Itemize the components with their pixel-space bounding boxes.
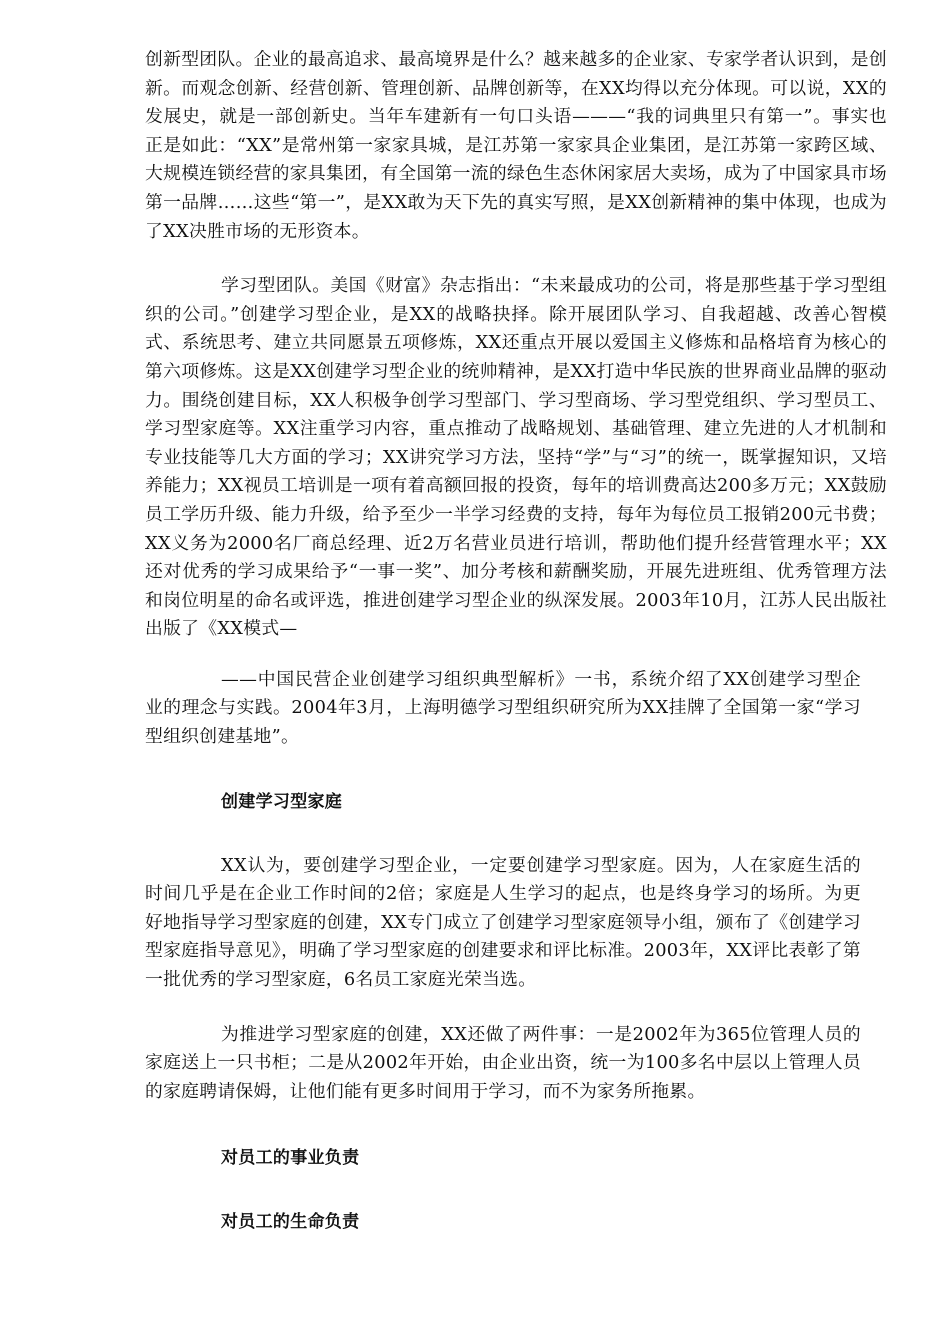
section-heading-learning-family: 创建学习型家庭 xyxy=(221,791,343,812)
paragraph-book-continuation: ——中国民营企业创建学习组织典型解析》一书，系统介绍了XX创建学习型企业的理念与实践。2004年3月，上海明德学习型组织研究所为XX挂牌了全国第一家“学习型组织创建基地”。 xyxy=(145,668,861,748)
section-heading-employee-life: 对员工的生命负责 xyxy=(221,1212,360,1233)
section-heading-employee-career: 对员工的事业负责 xyxy=(221,1148,360,1169)
paragraph-learning-family: XX认为，要创建学习型企业，一定要创建学习型家庭。因为，人在家庭生活的时间几乎是在企业工作时间的2倍；家庭是人生学习的起点，也是终身学习的场所。为更好地指导学习型家庭的创建，XX专门成立了创建学习型家庭领导小组，颁布了《创建学习型家庭指导意见》，明确了学习型家庭的创建要求和评比标准。2003年，XX评比表彰了第一批优秀的学习型家庭，6名员工家庭光荣当选。 xyxy=(145,854,861,991)
document-page xyxy=(145,46,887,1236)
paragraph-learning-team: 学习型团队。美国《财富》杂志指出：“未来最成功的公司，将是那些基于学习型组织的公司。”创建学习型企业，是XX的战略抉择。除开展团队学习、自我超越、改善心智模式、系统思考、建立共同愿景五项修炼，XX还重点开展以爱国主义修炼和品格培育为核心的第六项修炼。这是XX创建学习型企业的统帅精神，是XX打造中华民族的世界商业品牌的驱动力。围绕创建目标，XX人积极争创学习型部门、学习型商场、学习型党组织、学习型员工、学习型家庭等。XX注重学习内容，重点推动了战略规划、基础管理、建立先进的人才机制和专业技能等几大方面的学习；XX讲究学习方法，坚持“学”与“习”的统一，既掌握知识，又培养能力；XX视员工培训是一项有着高额回报的投资，每年的培训费高达200多万元；XX鼓励员工学历升级、能力升级，给予至少一半学习经费的支持，每年为每位员工报销200元书费；XX义务为2000名厂商总经理、近2万名营业员进行培训，帮助他们提升经营管理水平；XX还对优秀的学习成果给予“一事一奖”、加分考核和薪酬奖励，开展先进班组、优秀管理方法和岗位明星的命名或评选，推进创建学习型企业的纵深发展。2003年10月，江苏人民出版社出版了《XX模式— xyxy=(145,275,887,640)
paragraph-innovation-team: 创新型团队。企业的最高追求、最高境界是什么？越来越多的企业家、专家学者认识到，是创新。而观念创新、经营创新、管理创新、品牌创新等，在XX均得以充分体现。可以说，XX的发展史，就是一部创新史。当年车建新有一句口头语———“我的词典里只有第一”。事实也正是如此：“XX”是常州第一家家具城，是江苏第一家家具企业集团，是江苏第一家跨区域、大规模连锁经营的家具集团，有全国第一流的绿色生态休闲家居大卖场，成为了中国家具市场第一品牌……这些“第一”，是XX敢为天下先的真实写照，是XX创新精神的集中体现，也成为了XX决胜市场的无形资本。 xyxy=(145,49,887,242)
paragraph-two-things: 为推进学习型家庭的创建，XX还做了两件事：一是2002年为365位管理人员的家庭送上一只书柜；二是从2002年开始，由企业出资，统一为100多名中层以上管理人员的家庭聘请保姆，让他们能有更多时间用于学习，而不为家务所拖累。 xyxy=(145,1023,861,1102)
